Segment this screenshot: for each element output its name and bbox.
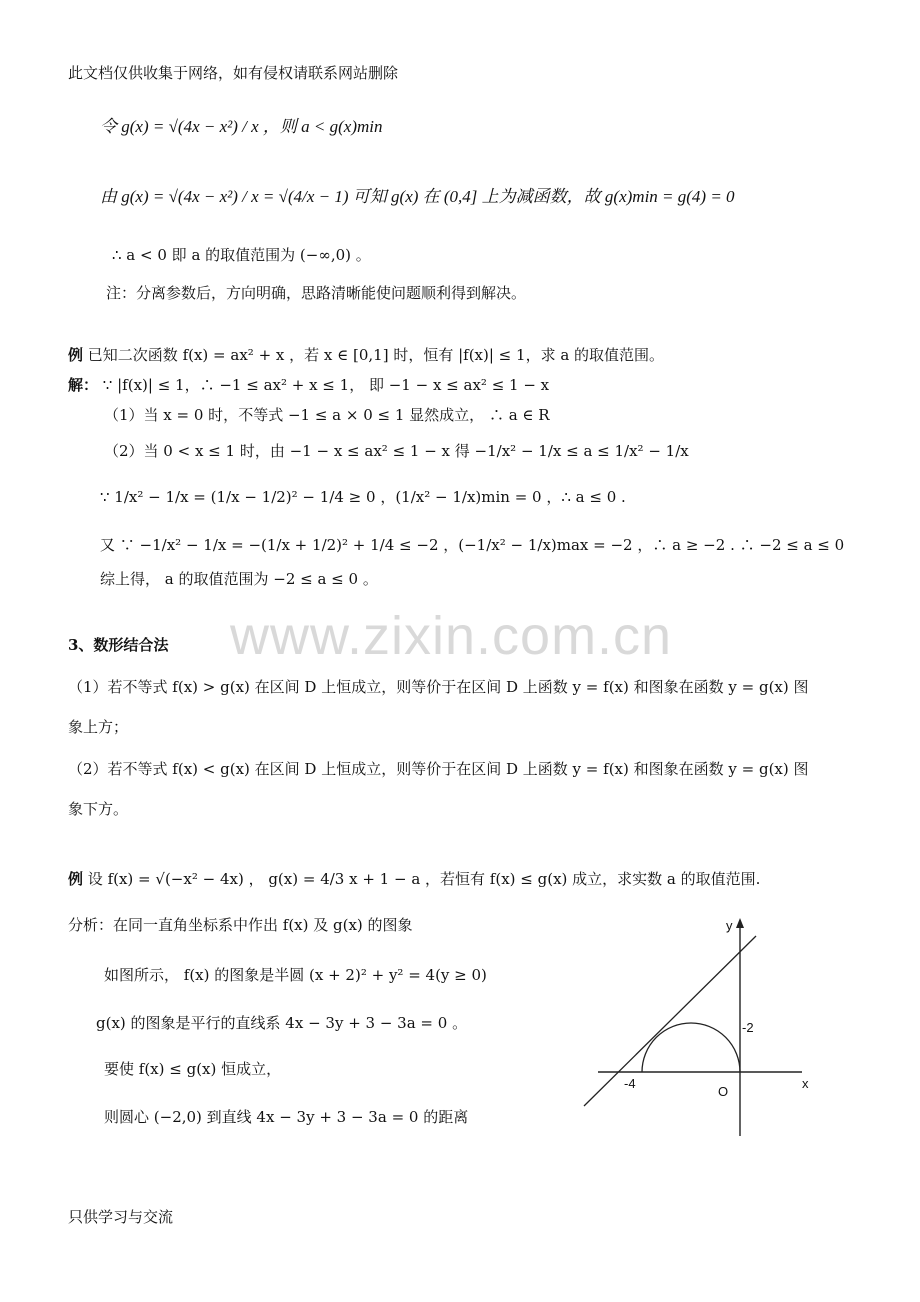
- rule-2-line-b: 象下方。: [68, 800, 129, 818]
- because-line: ∵ 1/x² − 1/x = (1/x − 1/2)² − 1/4 ≥ 0 ，(1/x² − 1/x)min = 0 ，∴ a ≤ 0 .: [100, 488, 626, 506]
- example-2: [68, 868, 760, 890]
- also-line: 又 ∵ −1/x² − 1/x = −(1/x + 1/2)² + 1/4 ≤ −2 ，(−1/x² − 1/x)max = −2 ，∴ a ≥ −2 . ∴ −2 ≤ a ≤ 0: [100, 536, 845, 554]
- solution-text: ∵ |f(x)| ≤ 1，∴ −1 ≤ ax² + x ≤ 1， 即 −1 − x ≤ ax² ≤ 1 − x: [102, 376, 550, 394]
- y-axis-arrow: [736, 918, 744, 928]
- line-g-decreasing: 由 g(x) = √(4x − x²) / x = √(4/x − 1) 可知 g(x) 在 (0,4] 上为减函数，故 g(x)min = g(4) = 0: [100, 187, 735, 206]
- example-1-label: 例: [68, 346, 84, 364]
- tangent-line: [584, 936, 756, 1106]
- page-footer: 只供学习与交流: [68, 1208, 174, 1226]
- line-a-range: ∴ a < 0 即 a 的取值范围为 (−∞,0) 。: [112, 246, 371, 264]
- analysis-line: 分析：在同一直角坐标系中作出 f(x) 及 g(x) 的图象: [68, 916, 413, 934]
- example-1-text: 已知二次函数 f(x) = ax² + x ，若 x ∈ [0,1] 时，恒有 |f(x)| ≤ 1，求 a 的取值范围。: [87, 346, 665, 364]
- figure-note-1: 如图所示， f(x) 的图象是半圆 (x + 2)² + y² = 4(y ≥ 0): [104, 966, 487, 984]
- x-axis-label: x: [802, 1076, 809, 1091]
- section-3-title: 3、数形结合法: [68, 636, 169, 654]
- solution-label: 解：: [68, 376, 99, 394]
- line-note: 注：分离参数后，方向明确，思路清晰能使问题顺利得到解决。: [106, 284, 527, 302]
- summary-line: 综上得， a 的取值范围为 −2 ≤ a ≤ 0 。: [100, 570, 378, 588]
- tick-label-neg2: -2: [742, 1020, 754, 1035]
- figure-note-2: g(x) 的图象是平行的直线系 4x − 3y + 3 − 3a = 0 。: [96, 1014, 468, 1032]
- semicircle: [642, 1023, 740, 1072]
- watermark: www.zixin.com.cn: [230, 606, 673, 666]
- case-2: （2）当 0 < x ≤ 1 时，由 −1 − x ≤ ax² ≤ 1 − x 得 −1/x² − 1/x ≤ a ≤ 1/x² − 1/x: [104, 442, 689, 460]
- rule-1-line-a: （1）若不等式 f(x) > g(x) 在区间 D 上恒成立，则等价于在区间 D 上函数 y = f(x) 和图象在函数 y = g(x) 图: [68, 678, 809, 696]
- rule-2-line-a: （2）若不等式 f(x) < g(x) 在区间 D 上恒成立，则等价于在区间 D 上函数 y = f(x) 和图象在函数 y = g(x) 图: [68, 760, 809, 778]
- y-axis-label: y: [726, 918, 733, 933]
- line-let-g: 令 g(x) = √(4x − x²) / x ，则 a < g(x)min: [100, 117, 383, 136]
- example-1: [68, 344, 664, 366]
- rule-1-line-b: 象上方；: [68, 718, 129, 736]
- origin-label: O: [718, 1084, 729, 1099]
- example-2-text: 设 f(x) = √(−x² − 4x) ， g(x) = 4/3 x + 1 − a ，若恒有 f(x) ≤ g(x) 成立，求实数 a 的取值范围.: [87, 870, 761, 888]
- example-2-label: 例: [68, 870, 84, 888]
- figure-note-3: 要使 f(x) ≤ g(x) 恒成立，: [104, 1060, 282, 1078]
- page-header: 此文档仅供收集于网络，如有侵权请联系网站删除: [68, 64, 399, 82]
- tick-label-neg4: -4: [624, 1076, 636, 1091]
- solution-line: [68, 374, 549, 396]
- case-1: （1）当 x = 0 时，不等式 −1 ≤ a × 0 ≤ 1 显然成立， ∴ a ∈ R: [104, 406, 550, 424]
- coordinate-graph: [570, 910, 830, 1150]
- figure-note-4: 则圆心 (−2,0) 到直线 4x − 3y + 3 − 3a = 0 的距离: [104, 1108, 469, 1126]
